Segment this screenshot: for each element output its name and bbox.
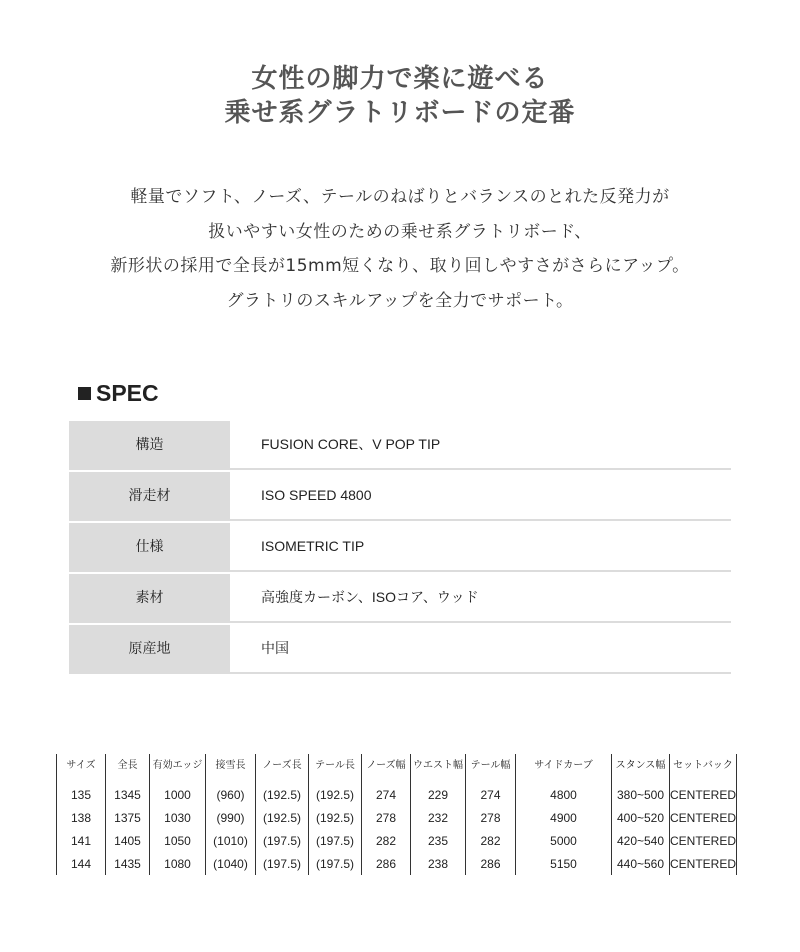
table-cell: (197.5)	[256, 852, 309, 875]
size-table-header	[57, 754, 737, 779]
table-cell: 1080	[150, 852, 206, 875]
table-cell: CENTERED	[670, 779, 737, 806]
intro-line: 扱いやすい女性のための乗せ系グラトリボード、	[208, 221, 592, 242]
table-cell: (1010)	[206, 829, 256, 852]
column-header: ウエスト幅	[411, 754, 466, 779]
spec-heading	[78, 378, 159, 408]
table-cell: (192.5)	[309, 806, 362, 829]
table-cell: 4900	[516, 806, 612, 829]
table-cell: 1405	[106, 829, 150, 852]
table-cell: (192.5)	[256, 779, 309, 806]
column-header: サイドカーブ	[516, 754, 612, 779]
spec-row-base	[69, 472, 731, 521]
table-cell: 5150	[516, 852, 612, 875]
column-header: 有効エッジ	[150, 754, 206, 779]
spec-label: 構造	[69, 421, 230, 470]
table-row	[57, 829, 737, 852]
table-cell: 278	[466, 806, 516, 829]
table-cell: CENTERED	[670, 852, 737, 875]
table-cell: 1000	[150, 779, 206, 806]
table-cell: 141	[57, 829, 106, 852]
spec-label: 仕様	[69, 523, 230, 572]
table-cell: 144	[57, 852, 106, 875]
intro-text	[0, 180, 800, 318]
spec-value: ISO SPEED 4800	[230, 472, 731, 521]
table-cell: 440~560	[612, 852, 670, 875]
table-cell: (197.5)	[309, 829, 362, 852]
table-cell: 1375	[106, 806, 150, 829]
column-header: ノーズ幅	[362, 754, 411, 779]
intro-line: グラトリのスキルアップを全力でサポート。	[226, 290, 574, 311]
spec-row-origin	[69, 625, 731, 674]
table-cell: 282	[466, 829, 516, 852]
table-cell: 4800	[516, 779, 612, 806]
spec-table	[69, 421, 731, 676]
table-cell: 138	[57, 806, 106, 829]
table-cell: (192.5)	[309, 779, 362, 806]
spec-label: 原産地	[69, 625, 230, 674]
spec-value: FUSION CORE、V POP TIP	[230, 421, 731, 470]
table-cell: 232	[411, 806, 466, 829]
column-header: ノーズ長	[256, 754, 309, 779]
headline	[0, 62, 800, 130]
table-cell: (1040)	[206, 852, 256, 875]
table-cell: 1435	[106, 852, 150, 875]
spec-label: 滑走材	[69, 472, 230, 521]
table-row	[57, 779, 737, 806]
size-table	[56, 754, 737, 875]
table-cell: 238	[411, 852, 466, 875]
table-cell: (960)	[206, 779, 256, 806]
table-cell: 286	[466, 852, 516, 875]
square-bullet-icon	[78, 387, 91, 400]
table-cell: 278	[362, 806, 411, 829]
table-cell: 282	[362, 829, 411, 852]
table-cell: CENTERED	[670, 806, 737, 829]
table-cell: 229	[411, 779, 466, 806]
spec-value: 中国	[230, 625, 731, 674]
spec-row-material	[69, 574, 731, 623]
spec-value: 高強度カーボン、ISOコア、ウッド	[230, 574, 731, 623]
table-cell: 420~540	[612, 829, 670, 852]
headline-line-2: 乗せ系グラトリボードの定番	[224, 98, 576, 128]
table-row	[57, 852, 737, 875]
table-cell: 400~520	[612, 806, 670, 829]
table-cell: 235	[411, 829, 466, 852]
headline-line-1: 女性の脚力で楽に遊べる	[251, 64, 549, 94]
column-header: 接雪長	[206, 754, 256, 779]
column-header: テール幅	[466, 754, 516, 779]
table-cell: 274	[362, 779, 411, 806]
table-cell: 1050	[150, 829, 206, 852]
column-header: セットバック	[670, 754, 737, 779]
table-cell: 286	[362, 852, 411, 875]
intro-line: 新形状の採用で全長が15mm短くなり、取り回しやすさがさらにアップ。	[110, 256, 690, 276]
table-cell: 5000	[516, 829, 612, 852]
spec-label: 素材	[69, 574, 230, 623]
column-header: スタンス幅	[612, 754, 670, 779]
table-cell: (197.5)	[256, 829, 309, 852]
spec-row-structure	[69, 421, 731, 470]
table-cell: (990)	[206, 806, 256, 829]
table-cell: 274	[466, 779, 516, 806]
table-row	[57, 806, 737, 829]
spec-heading-text: SPEC	[96, 380, 159, 406]
table-cell: 380~500	[612, 779, 670, 806]
table-cell: 1345	[106, 779, 150, 806]
table-cell: (192.5)	[256, 806, 309, 829]
table-cell: 1030	[150, 806, 206, 829]
intro-line: 軽量でソフト、ノーズ、テールのねばりとバランスのとれた反発力が	[130, 187, 670, 207]
table-cell: 135	[57, 779, 106, 806]
table-cell: (197.5)	[309, 852, 362, 875]
spec-value: ISOMETRIC TIP	[230, 523, 731, 572]
column-header: テール長	[309, 754, 362, 779]
column-header: 全長	[106, 754, 150, 779]
column-header: サイズ	[57, 754, 106, 779]
spec-row-spec	[69, 523, 731, 572]
table-cell: CENTERED	[670, 829, 737, 852]
